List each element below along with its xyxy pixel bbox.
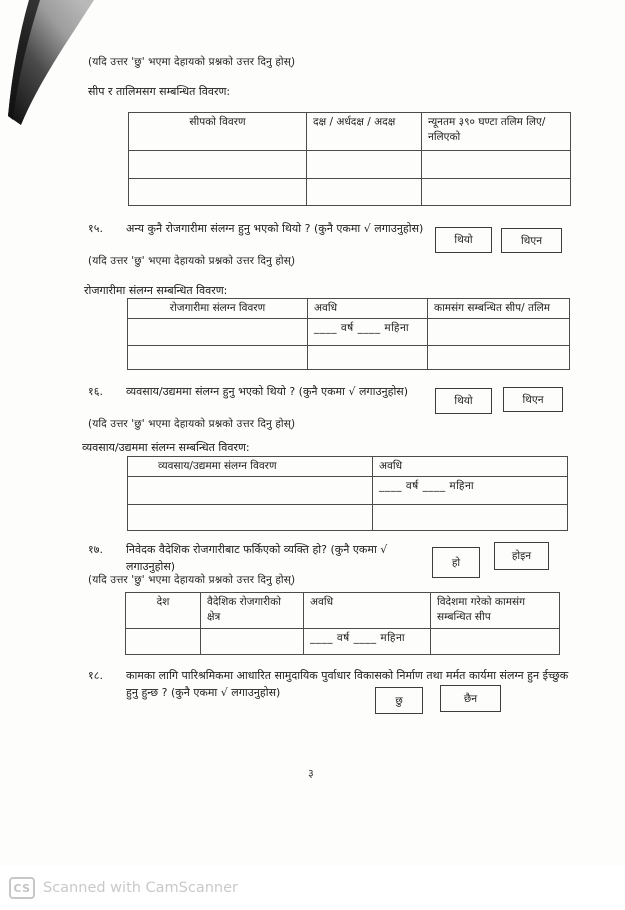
question-15-number: १५. xyxy=(88,222,103,235)
employment-cell-empty xyxy=(128,318,308,345)
business-header-description: व्यवसाय/उद्यममा संलग्न विवरण xyxy=(128,457,373,477)
skills-cell-empty xyxy=(129,151,307,179)
foreign-cell-empty xyxy=(201,629,304,655)
q16-option-yes[interactable]: थियो xyxy=(435,388,492,414)
q16-option-no[interactable]: थिएन xyxy=(503,387,563,412)
question-16-text: व्यवसाय/उद्यममा संलग्न हुनु भएको थियो ? (कुनै एकमा √ लगाउनुहोस) xyxy=(126,385,409,398)
business-header-duration: अवधि xyxy=(373,457,568,477)
skills-cell-empty xyxy=(129,179,307,206)
foreign-header-sector: वैदेशिक रोजगारीको क्षेत्र xyxy=(201,593,304,629)
foreign-header-skills: विदेशमा गरेको कामसंग सम्बन्धित सीप xyxy=(431,593,560,629)
question-16 xyxy=(88,384,433,401)
question-16-number: १६. xyxy=(88,385,103,398)
employment-header-skills: कामसंग सम्बन्धित सीप/ तलिम xyxy=(428,299,570,319)
duration-fill-text: ____ वर्ष ____ महिना xyxy=(310,632,406,644)
foreign-cell-empty xyxy=(126,629,201,655)
question-17-text: निवेदक वैदेशिक रोजगारीबाट फर्किएको व्यक्ति हो? (कुनै एकमा √ लगाउनुहोस) xyxy=(126,543,388,573)
foreign-employment-table xyxy=(125,592,560,655)
conditional-note-q16: (यदि उत्तर 'छु' भएमा देहायको प्रश्नको उत्तर दिनु होस्) xyxy=(88,418,296,430)
q18-option-no[interactable]: छैन xyxy=(440,685,501,712)
question-18-number: १८. xyxy=(88,669,103,682)
conditional-note-q17: (यदि उत्तर 'छु' भएमा देहायको प्रश्नको उत्तर दिनु होस्) xyxy=(88,574,296,586)
skills-cell-empty xyxy=(307,179,422,206)
employment-cell-empty xyxy=(128,345,308,369)
business-cell-empty xyxy=(128,476,373,504)
camscanner-watermark-text: Scanned with CamScanner xyxy=(43,880,239,896)
q18-option-yes[interactable]: छु xyxy=(375,687,423,714)
employment-table xyxy=(127,298,570,370)
question-15 xyxy=(88,221,433,238)
page-number: ३ xyxy=(308,767,314,780)
q17-option-yes[interactable]: हो xyxy=(432,547,480,578)
employment-cell-empty xyxy=(308,345,428,369)
foreign-header-country: देश xyxy=(126,593,201,629)
question-17-number: १७. xyxy=(88,543,103,556)
skills-cell-empty xyxy=(422,179,571,206)
q16-table-label: व्यवसाय/उद्यममा संलग्न सम्बन्धित विवरण: xyxy=(82,441,250,454)
business-table xyxy=(127,456,568,531)
question-15-text: अन्य कुनै रोजगारीमा संलग्न हुनु भएको थियो ? (कुनै एकमा √ लगाउनुहोस) xyxy=(126,222,424,235)
skills-table xyxy=(128,112,571,206)
foreign-header-duration: अवधि xyxy=(304,593,431,629)
employment-header-duration: अवधि xyxy=(308,299,428,319)
duration-fill-text: ____ वर्ष ____ महिना xyxy=(379,479,475,492)
employment-cell-empty xyxy=(428,318,570,345)
skills-header-description: सीपको विवरण xyxy=(129,113,307,151)
business-cell-empty xyxy=(373,504,568,530)
employment-cell-empty xyxy=(428,345,570,369)
camscanner-footer xyxy=(0,866,625,910)
employment-duration-fill xyxy=(308,318,428,345)
duration-fill-text: ____ वर्ष ____ महिना xyxy=(314,321,410,334)
business-duration-fill xyxy=(373,476,568,504)
q17-option-no[interactable]: होइन xyxy=(494,542,549,570)
q15-option-no[interactable]: थिएन xyxy=(501,228,562,253)
skills-header-level: दक्ष / अर्धदक्ष / अदक्ष xyxy=(307,113,422,151)
conditional-note-top: (यदि उत्तर 'छु' भएमा देहायको प्रश्नको उत्तर दिनु होस्) xyxy=(88,56,296,68)
q15-option-yes[interactable]: थियो xyxy=(435,227,492,253)
skills-section-label: सीप र तालिमसग सम्बन्धित विवरण: xyxy=(88,85,231,98)
conditional-note-q15: (यदि उत्तर 'छु' भएमा देहायको प्रश्नको उत्तर दिनु होस्) xyxy=(88,255,296,267)
skills-cell-empty xyxy=(307,151,422,179)
business-cell-empty xyxy=(128,504,373,530)
skills-header-training: न्यूनतम ३९० घण्टा तलिम लिए/नलिएको xyxy=(422,113,571,151)
q15-table-label: रोजगारीमा संलग्न सम्बन्धित विवरण: xyxy=(84,284,228,297)
question-18-text: कामका लागि पारिश्रमिकमा आधारित सामुदायिक पुर्वाधार विकासको निर्माण तथा मर्मत कार्यमा संलग्न हुन ईच्छुक हुनु हुन्छ ? (कुनै एकमा √ लगाउनुहोस) xyxy=(126,669,569,699)
question-17 xyxy=(88,542,433,575)
employment-header-description: रोजगारीमा संलग्न विवरण xyxy=(128,299,308,319)
foreign-cell-empty xyxy=(431,629,560,655)
foreign-duration-fill xyxy=(304,629,431,655)
skills-cell-empty xyxy=(422,151,571,179)
camscanner-logo: CS xyxy=(9,877,35,899)
